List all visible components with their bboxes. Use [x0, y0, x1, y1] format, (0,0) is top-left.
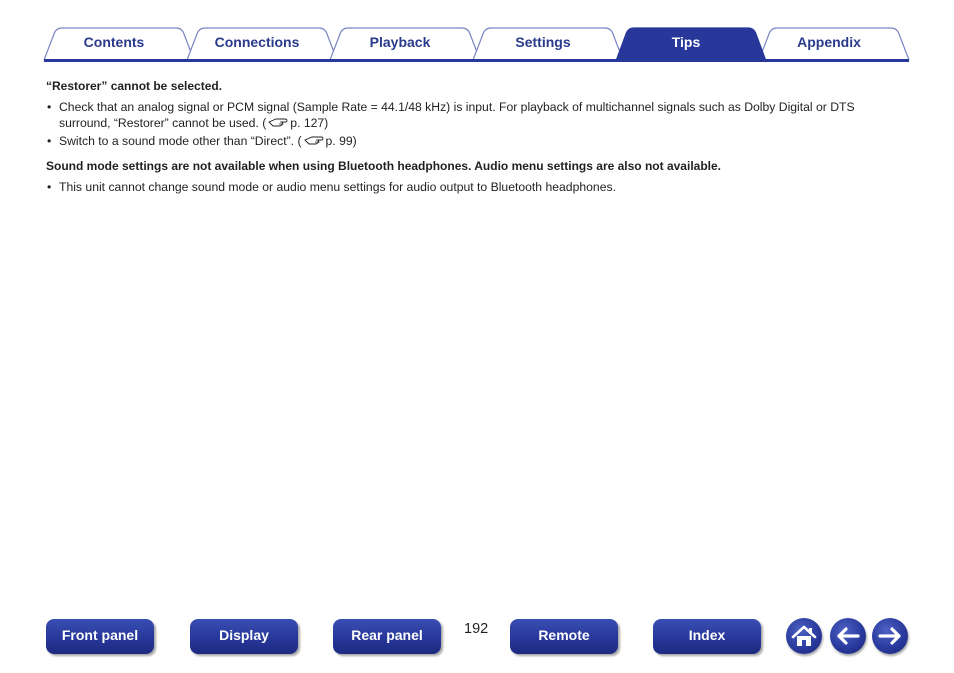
tab-baseline	[44, 59, 909, 62]
arrow-right-icon	[872, 618, 908, 654]
bullet-text: Switch to a sound mode other than “Direct”. (	[59, 134, 302, 148]
tab-bar-shapes	[0, 0, 954, 64]
section-heading-bluetooth: Sound mode settings are not available when using Bluetooth headphones. Audio menu settings are also not available.	[46, 159, 721, 173]
display-button[interactable]: Display	[190, 619, 298, 654]
tab-contents[interactable]: Contents	[83, 34, 145, 50]
bullet-text: surround, “Restorer” cannot be used. (	[59, 116, 267, 130]
home-icon	[786, 618, 822, 654]
page-reference-hand-icon[interactable]	[304, 135, 324, 146]
page-reference[interactable]: p. 99)	[325, 134, 357, 148]
tab-bar	[0, 0, 954, 64]
front-panel-button[interactable]: Front panel	[46, 619, 154, 654]
home-button[interactable]	[786, 618, 822, 654]
list-item	[46, 179, 906, 195]
list-item	[46, 99, 906, 131]
tab-connections[interactable]: Connections	[214, 34, 300, 50]
forward-button[interactable]	[872, 618, 908, 654]
remote-button[interactable]: Remote	[510, 619, 618, 654]
page-reference-hand-icon[interactable]	[268, 117, 288, 128]
bullet-text: This unit cannot change sound mode or audio menu settings for audio output to Bluetooth headphones.	[59, 180, 616, 194]
index-button[interactable]: Index	[653, 619, 761, 654]
arrow-left-icon	[830, 618, 866, 654]
list-item	[46, 133, 906, 149]
page-content	[46, 78, 906, 197]
tab-playback[interactable]: Playback	[369, 34, 431, 50]
rear-panel-button[interactable]: Rear panel	[333, 619, 441, 654]
back-button[interactable]	[830, 618, 866, 654]
page-number: 192	[464, 621, 489, 637]
bullet-text: Check that an analog signal or PCM signal (Sample Rate = 44.1/48 kHz) is input. For playback of multichannel signals such as Dolby Digital or DTS	[59, 100, 855, 114]
page-reference[interactable]: p. 127)	[290, 116, 329, 130]
tab-appendix[interactable]: Appendix	[797, 34, 861, 50]
tab-tips[interactable]: Tips	[671, 34, 701, 50]
tab-settings[interactable]: Settings	[515, 34, 571, 50]
section-heading-restorer: “Restorer” cannot be selected.	[46, 79, 223, 93]
